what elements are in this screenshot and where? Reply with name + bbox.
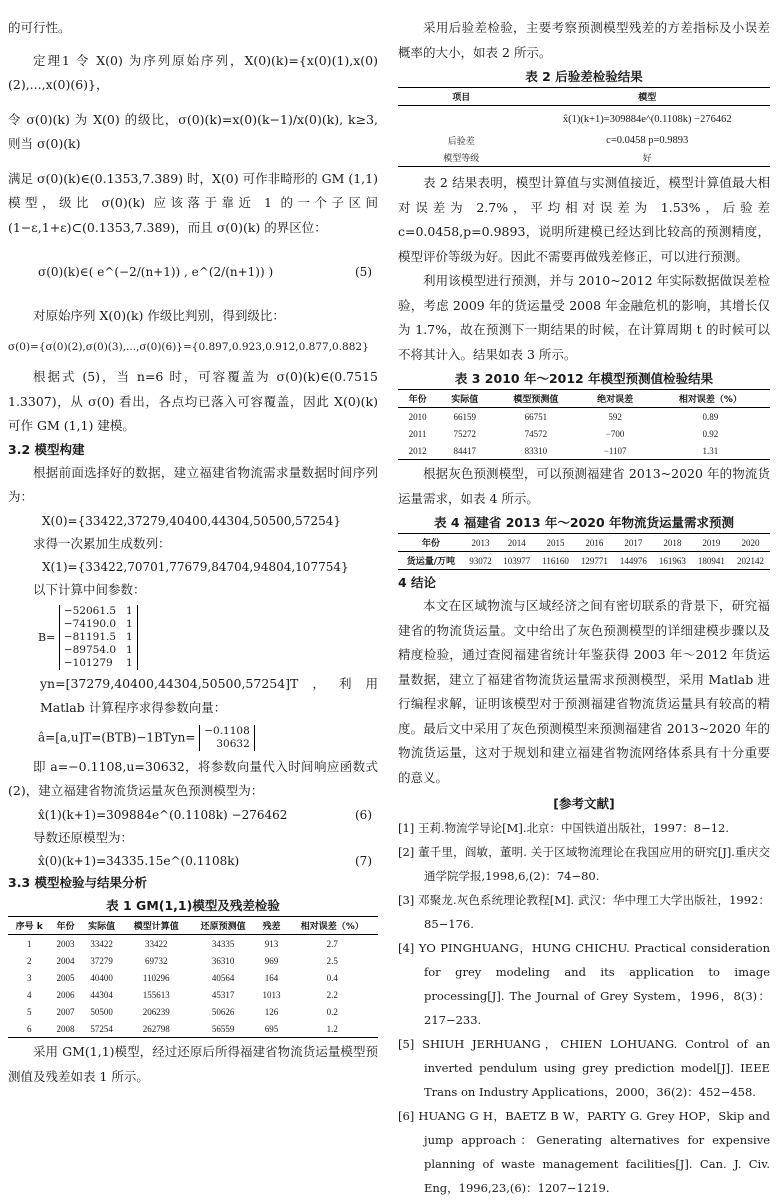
left-column bbox=[8, 0, 378, 1118]
table-cell: 货运量/万吨 bbox=[406, 557, 456, 567]
table-4 bbox=[398, 533, 770, 570]
paragraph: 满足 σ(0)(k)∈(0.1353,7.389) 时，X(0) 可作非畸形的 GM (1,1) 模型，级比 σ(0)(k) 应该落于靠近 1 的一个子区间 (1−ε,1+ε)⊂(0.1353,7.389)，而且 σ(0)(k) 的界区位： bbox=[8, 170, 378, 235]
vector-row: 30632 bbox=[216, 737, 250, 750]
table-cell: 0.4 bbox=[326, 972, 338, 983]
table-cell: 144976 bbox=[619, 555, 647, 566]
vector-body bbox=[199, 725, 255, 751]
table-row bbox=[8, 1003, 378, 1020]
reference-item: [2] 董千里，阎敏，董明. 关于区域物流理论在我国应用的研究[J].重庆交通学院学报,1998,6,(2)：74−80. bbox=[398, 845, 770, 883]
parameter-vector bbox=[8, 725, 378, 751]
theorem-1: 定理1 令 X(0) 为序列原始序列，X(0)(k)={x(0)(1),x(0)(2),...,x(0)(6)}， bbox=[8, 52, 378, 92]
table-header-cell: 绝对误差 bbox=[597, 395, 634, 405]
table-cell: 2005 bbox=[56, 972, 75, 983]
table-cell: 74572 bbox=[524, 428, 548, 439]
table-2-title: 表 2 后验差检验结果 bbox=[525, 69, 643, 84]
table-cell: 1.31 bbox=[702, 445, 719, 456]
table-cell: 2011 bbox=[408, 428, 427, 439]
matrix-row: −89754.0 1 bbox=[63, 643, 133, 656]
table-cell: 0.2 bbox=[326, 1006, 338, 1017]
paragraph: 利用该模型进行预测，并与 2010~2012 年实际数据做误差检验，考虑 2009 年的货运量受 2008 年金融危机的影响，其增长仅为 1.7%，故在预测下一期结果的时候，在计算周期 t 的时候可以不将其计入。结果如表 3 所示。 bbox=[398, 273, 770, 362]
table-cell bbox=[398, 106, 524, 133]
reference-item: [6] HUANG G H，BAETZ B W，PARTY G. Grey HOP，Skip and jump approach：Generating alternatives for expensive planning of waste management facilities[J]. Can. J. Civ. Eng，1996,23,(6)：1207−1219. bbox=[398, 1109, 770, 1195]
section-heading: 3.3 模型检验与结果分析 bbox=[8, 875, 147, 890]
table-header-cell: 2018 bbox=[663, 537, 682, 548]
table-cell: 116160 bbox=[542, 555, 569, 566]
table-cell: 56559 bbox=[211, 1023, 235, 1034]
paragraph: 令 σ(0)(k) 为 X(0) 的级比，σ(0)(k)=x(0)(k−1)/x(0)(k), k≥3, 则当 σ(0)(k) bbox=[8, 111, 378, 151]
equation-number: (7) bbox=[355, 854, 372, 868]
table-header-cell: 年份 bbox=[56, 922, 75, 932]
table-header-cell: 模型预测值 bbox=[513, 395, 559, 405]
table-header-cell: 模型计算值 bbox=[133, 922, 179, 932]
section-heading: 3.2 模型构建 bbox=[8, 441, 85, 457]
table-cell: 2.7 bbox=[326, 938, 338, 949]
table-cell: 2008 bbox=[56, 1023, 75, 1034]
table-cell: 1 bbox=[26, 938, 32, 949]
paragraph: yn=[37279,40400,44304,50500,57254]T，利用 Matlab 计算程序求得参数向量： bbox=[40, 675, 378, 715]
table-header-cell: 年份 bbox=[408, 395, 427, 405]
table-cell: 40400 bbox=[90, 972, 113, 983]
table-cell: 4 bbox=[26, 989, 32, 1000]
table-row bbox=[398, 442, 770, 460]
table-cell: 2004 bbox=[56, 955, 75, 966]
table-cell: 2007 bbox=[56, 1006, 75, 1017]
sequence-x0: X(0)={33422,37279,40400,44304,50500,57254} bbox=[42, 513, 341, 528]
table-cell: 164 bbox=[264, 972, 279, 983]
paragraph: 表 2 结果表明，模型计算值与实测值接近，模型计算值最大相对误差为 2.7%，平均相对误差为 1.53%，后验差 c=0.0458,p=0.9893，说明所建模已经达到比较高的预测精度，模型评价等级为好。因此不需要再做残差修正，可以进行预测。 bbox=[398, 175, 770, 264]
table-row bbox=[8, 1020, 378, 1038]
table-cell: 40564 bbox=[211, 972, 235, 983]
table-header-cell: 项目 bbox=[452, 93, 471, 103]
table-cell: 1013 bbox=[262, 989, 281, 1000]
paragraph: 求得一次累加生成数列： bbox=[33, 535, 171, 551]
table-cell: 93072 bbox=[469, 555, 492, 566]
table-cell: 好 bbox=[642, 153, 652, 163]
paragraph: 的可行性。 bbox=[8, 20, 71, 35]
matrix-row: −101279 1 bbox=[63, 656, 133, 669]
table-cell: 155613 bbox=[142, 989, 170, 1000]
table-header-row bbox=[398, 390, 770, 408]
table-cell: 50500 bbox=[90, 1006, 113, 1017]
table-cell: −700 bbox=[605, 428, 625, 439]
equation-text: x̂(1)(k+1)=309884e^(0.1108k) −276462 bbox=[38, 807, 288, 822]
table-3 bbox=[398, 389, 770, 460]
table-cell: 2006 bbox=[56, 989, 75, 1000]
table-cell: 129771 bbox=[580, 555, 608, 566]
table-cell: 模型等级 bbox=[443, 153, 480, 163]
paragraph: 即 a=−0.1108,u=30632，将参数向量代入时间响应函数式(2)，建立福建省物流货运量灰色预测模型为： bbox=[8, 758, 378, 798]
matrix-row: −81191.5 1 bbox=[63, 630, 133, 643]
table-cell: x̂(1)(k+1)=309884e^(0.1108k) −276462 bbox=[562, 113, 732, 125]
equation-6 bbox=[8, 804, 378, 826]
table-cell: 45317 bbox=[211, 989, 235, 1000]
equation-7 bbox=[8, 850, 378, 872]
table-header-row bbox=[398, 534, 770, 552]
table-cell: 592 bbox=[608, 411, 622, 422]
table-cell: 44304 bbox=[90, 989, 113, 1000]
table-header-cell: 2020 bbox=[741, 537, 760, 548]
paragraph: 导数还原模型为： bbox=[33, 829, 134, 845]
paragraph: 采用后验差检验，主要考察预测模型残差的方差指标及小误差概率的大小，如表 2 所示。 bbox=[398, 20, 770, 60]
table-cell: 75272 bbox=[453, 428, 476, 439]
table-header-cell: 2014 bbox=[507, 537, 526, 548]
reference-item: [3] 邓聚龙.灰色系统理论教程[M]. 武汉：华中理工大学出版社，1992：85−176. bbox=[398, 893, 770, 931]
table-header-cell: 2016 bbox=[585, 537, 604, 548]
equation-number: (6) bbox=[355, 807, 372, 822]
matrix-body bbox=[59, 605, 138, 670]
table-cell: 5 bbox=[26, 1006, 32, 1017]
table-cell: 37279 bbox=[90, 955, 113, 966]
paragraph: 根据式 (5)，当 n=6 时，可容覆盖为 σ(0)(k)∈(0.7515 1.3307)，从 σ(0) 看出，各点均已落入可容覆盖，因此 X(0)(k) 可作 GM (1,1) 建模。 bbox=[8, 369, 378, 433]
table-cell: 2 bbox=[26, 955, 32, 966]
matrix-b bbox=[8, 605, 378, 670]
table-cell: 206239 bbox=[142, 1006, 170, 1017]
table-cell: 69732 bbox=[144, 955, 168, 966]
paragraph: 根据灰色预测模型，可以预测福建省 2013~2020 年的物流货运量需求，如表 4 所示。 bbox=[398, 466, 770, 506]
table-cell: 969 bbox=[264, 955, 279, 966]
equation-text: â=[a,u]T=(BTB)−1BTyn= bbox=[38, 730, 196, 744]
table-header-cell: 2017 bbox=[624, 537, 643, 548]
table-cell: 33422 bbox=[144, 938, 168, 949]
matrix-row: −52061.5 1 bbox=[63, 604, 133, 617]
table-cell: 33422 bbox=[90, 938, 113, 949]
reference-item: [5] SHIUH JERHUANG，CHIEN LOHUANG. Control of an inverted pendulum using grey prediction model[J]. IEEE Trans on Industry Applications，2000，36(2)：452−458. bbox=[398, 1037, 770, 1099]
vector-row: −0.1108 bbox=[204, 724, 250, 737]
table-cell: 262798 bbox=[142, 1023, 170, 1034]
table-cell: 2003 bbox=[56, 938, 75, 949]
table-cell: 后验差 bbox=[447, 136, 475, 146]
table-cell: 6 bbox=[26, 1023, 32, 1034]
table-row bbox=[398, 408, 770, 426]
matrix-label: B= bbox=[38, 630, 56, 644]
table-3-title: 表 3 2010 年～2012 年模型预测值检验结果 bbox=[454, 371, 714, 386]
table-cell: 0.92 bbox=[702, 428, 719, 439]
table-header-cell: 2013 bbox=[471, 537, 490, 548]
table-row bbox=[8, 969, 378, 986]
table-row bbox=[398, 132, 770, 149]
table-cell: 36310 bbox=[211, 955, 235, 966]
table-row bbox=[398, 106, 770, 133]
table-header-cell: 年份 bbox=[421, 539, 440, 549]
paragraph: 对原始序列 X(0)(k) 作级比判别，得到级比： bbox=[33, 308, 285, 323]
table-cell: 126 bbox=[264, 1006, 279, 1017]
table-cell: 0.89 bbox=[702, 411, 719, 422]
table-cell: −1107 bbox=[603, 445, 627, 456]
right-column bbox=[398, 0, 770, 1195]
table-cell: 3 bbox=[26, 972, 32, 983]
table-cell: 34335 bbox=[211, 938, 235, 949]
table-header-cell: 2015 bbox=[546, 537, 565, 548]
table-cell: 2010 bbox=[408, 411, 427, 422]
references-title: [参考文献] bbox=[553, 796, 615, 811]
table-row bbox=[8, 952, 378, 969]
paragraph: 本文在区域物流与区域经济之间有密切联系的背景下，研究福建省的物流货运量。文中给出了灰色预测模型的详细建模步骤以及精度检验，通过查阅福建省统计年鉴获得 2003 年～2012 年货运量数据，建立了福建省物流货运量需求预测模型，采用 Matlab 进行编程求解，证明该模型对于预测福建省物流货运量具有较高的精度。最后文中采用了灰色预测模型来预测福建省 2013~2020 年的物流货运量，这对于规划和建立福建省物流网络体系具有十分重要的意义。 bbox=[398, 598, 770, 785]
table-row bbox=[8, 935, 378, 953]
table-1-title: 表 1 GM(1,1)模型及残差检验 bbox=[106, 898, 280, 913]
equation-5 bbox=[38, 252, 378, 292]
table-2 bbox=[398, 87, 770, 167]
table-cell: 83310 bbox=[524, 445, 548, 456]
table-cell: 695 bbox=[264, 1023, 279, 1034]
paragraph: 根据前面选择好的数据，建立福建省物流需求量数据时间序列为： bbox=[8, 464, 378, 504]
equation-text: x̂(0)(k+1)=34335.15e^(0.1108k) bbox=[38, 854, 240, 868]
table-cell: 84417 bbox=[453, 445, 476, 456]
table-header-cell: 模型 bbox=[638, 93, 657, 103]
sequence-x1: X(1)={33422,70701,77679,84704,94804,107754} bbox=[42, 560, 349, 574]
table-cell: 50626 bbox=[211, 1006, 235, 1017]
table-header-row bbox=[8, 917, 378, 935]
table-cell: 66751 bbox=[524, 411, 548, 422]
paragraph: 以下计算中间参数： bbox=[33, 582, 146, 597]
table-cell: 202142 bbox=[736, 555, 764, 566]
table-cell: 110296 bbox=[142, 972, 170, 983]
table-header-cell: 序号 k bbox=[15, 922, 43, 932]
table-1 bbox=[8, 916, 378, 1038]
table-header-cell: 还原预测值 bbox=[200, 922, 246, 932]
table-row bbox=[398, 149, 770, 167]
table-header-cell: 相对误差（%） bbox=[300, 922, 364, 932]
table-header-cell: 实际值 bbox=[88, 922, 116, 932]
table-cell: 1.2 bbox=[326, 1023, 338, 1034]
reference-item: [1] 王莉.物流学导论[M].北京：中国铁道出版社，1997：8−12. bbox=[398, 821, 730, 835]
section-heading: 4 结论 bbox=[398, 575, 437, 590]
table-4-title: 表 4 福建省 2013 年～2020 年物流货运量需求预测 bbox=[433, 515, 735, 530]
paragraph: 采用 GM(1,1)模型，经过还原后所得福建省物流货运量模型预测值及残差如表 1 所示。 bbox=[8, 1044, 378, 1084]
table-cell: 2012 bbox=[408, 445, 427, 456]
table-cell: 66159 bbox=[453, 411, 476, 422]
sigma-sequence: σ(0)={σ(0)(2),σ(0)(3),...,σ(0)(6)}={0.897,0.923,0.912,0.877,0.882} bbox=[8, 340, 369, 353]
table-cell: 2.2 bbox=[326, 989, 338, 1000]
table-row bbox=[398, 552, 770, 570]
reference-item: [4] YO PINGHUANG，HUNG CHICHU. Practical consideration for grey modeling and its application to image processing[J]. The Journal of Grey System，1996，8(3)：217−233. bbox=[398, 941, 770, 1027]
matrix-row: −74190.0 1 bbox=[63, 617, 133, 630]
table-cell: 103977 bbox=[503, 555, 531, 566]
table-cell: c=0.0458 p=0.9893 bbox=[606, 135, 689, 146]
table-cell: 2.5 bbox=[326, 955, 338, 966]
table-header-cell: 2019 bbox=[702, 537, 721, 548]
table-header-cell: 相对误差（%） bbox=[678, 395, 742, 405]
table-cell: 57254 bbox=[90, 1023, 113, 1034]
table-header-row bbox=[398, 88, 770, 106]
table-cell: 180941 bbox=[697, 555, 725, 566]
table-row bbox=[8, 986, 378, 1003]
table-cell: 161963 bbox=[658, 555, 686, 566]
equation-text: σ(0)(k)∈( e^(−2/(n+1)) , e^(2/(n+1)) ) bbox=[38, 265, 274, 279]
table-header-cell: 残差 bbox=[262, 922, 281, 932]
equation-number: (5) bbox=[355, 265, 372, 279]
table-header-cell: 实际值 bbox=[451, 395, 479, 405]
table-row bbox=[398, 425, 770, 442]
table-cell: 913 bbox=[264, 938, 279, 949]
